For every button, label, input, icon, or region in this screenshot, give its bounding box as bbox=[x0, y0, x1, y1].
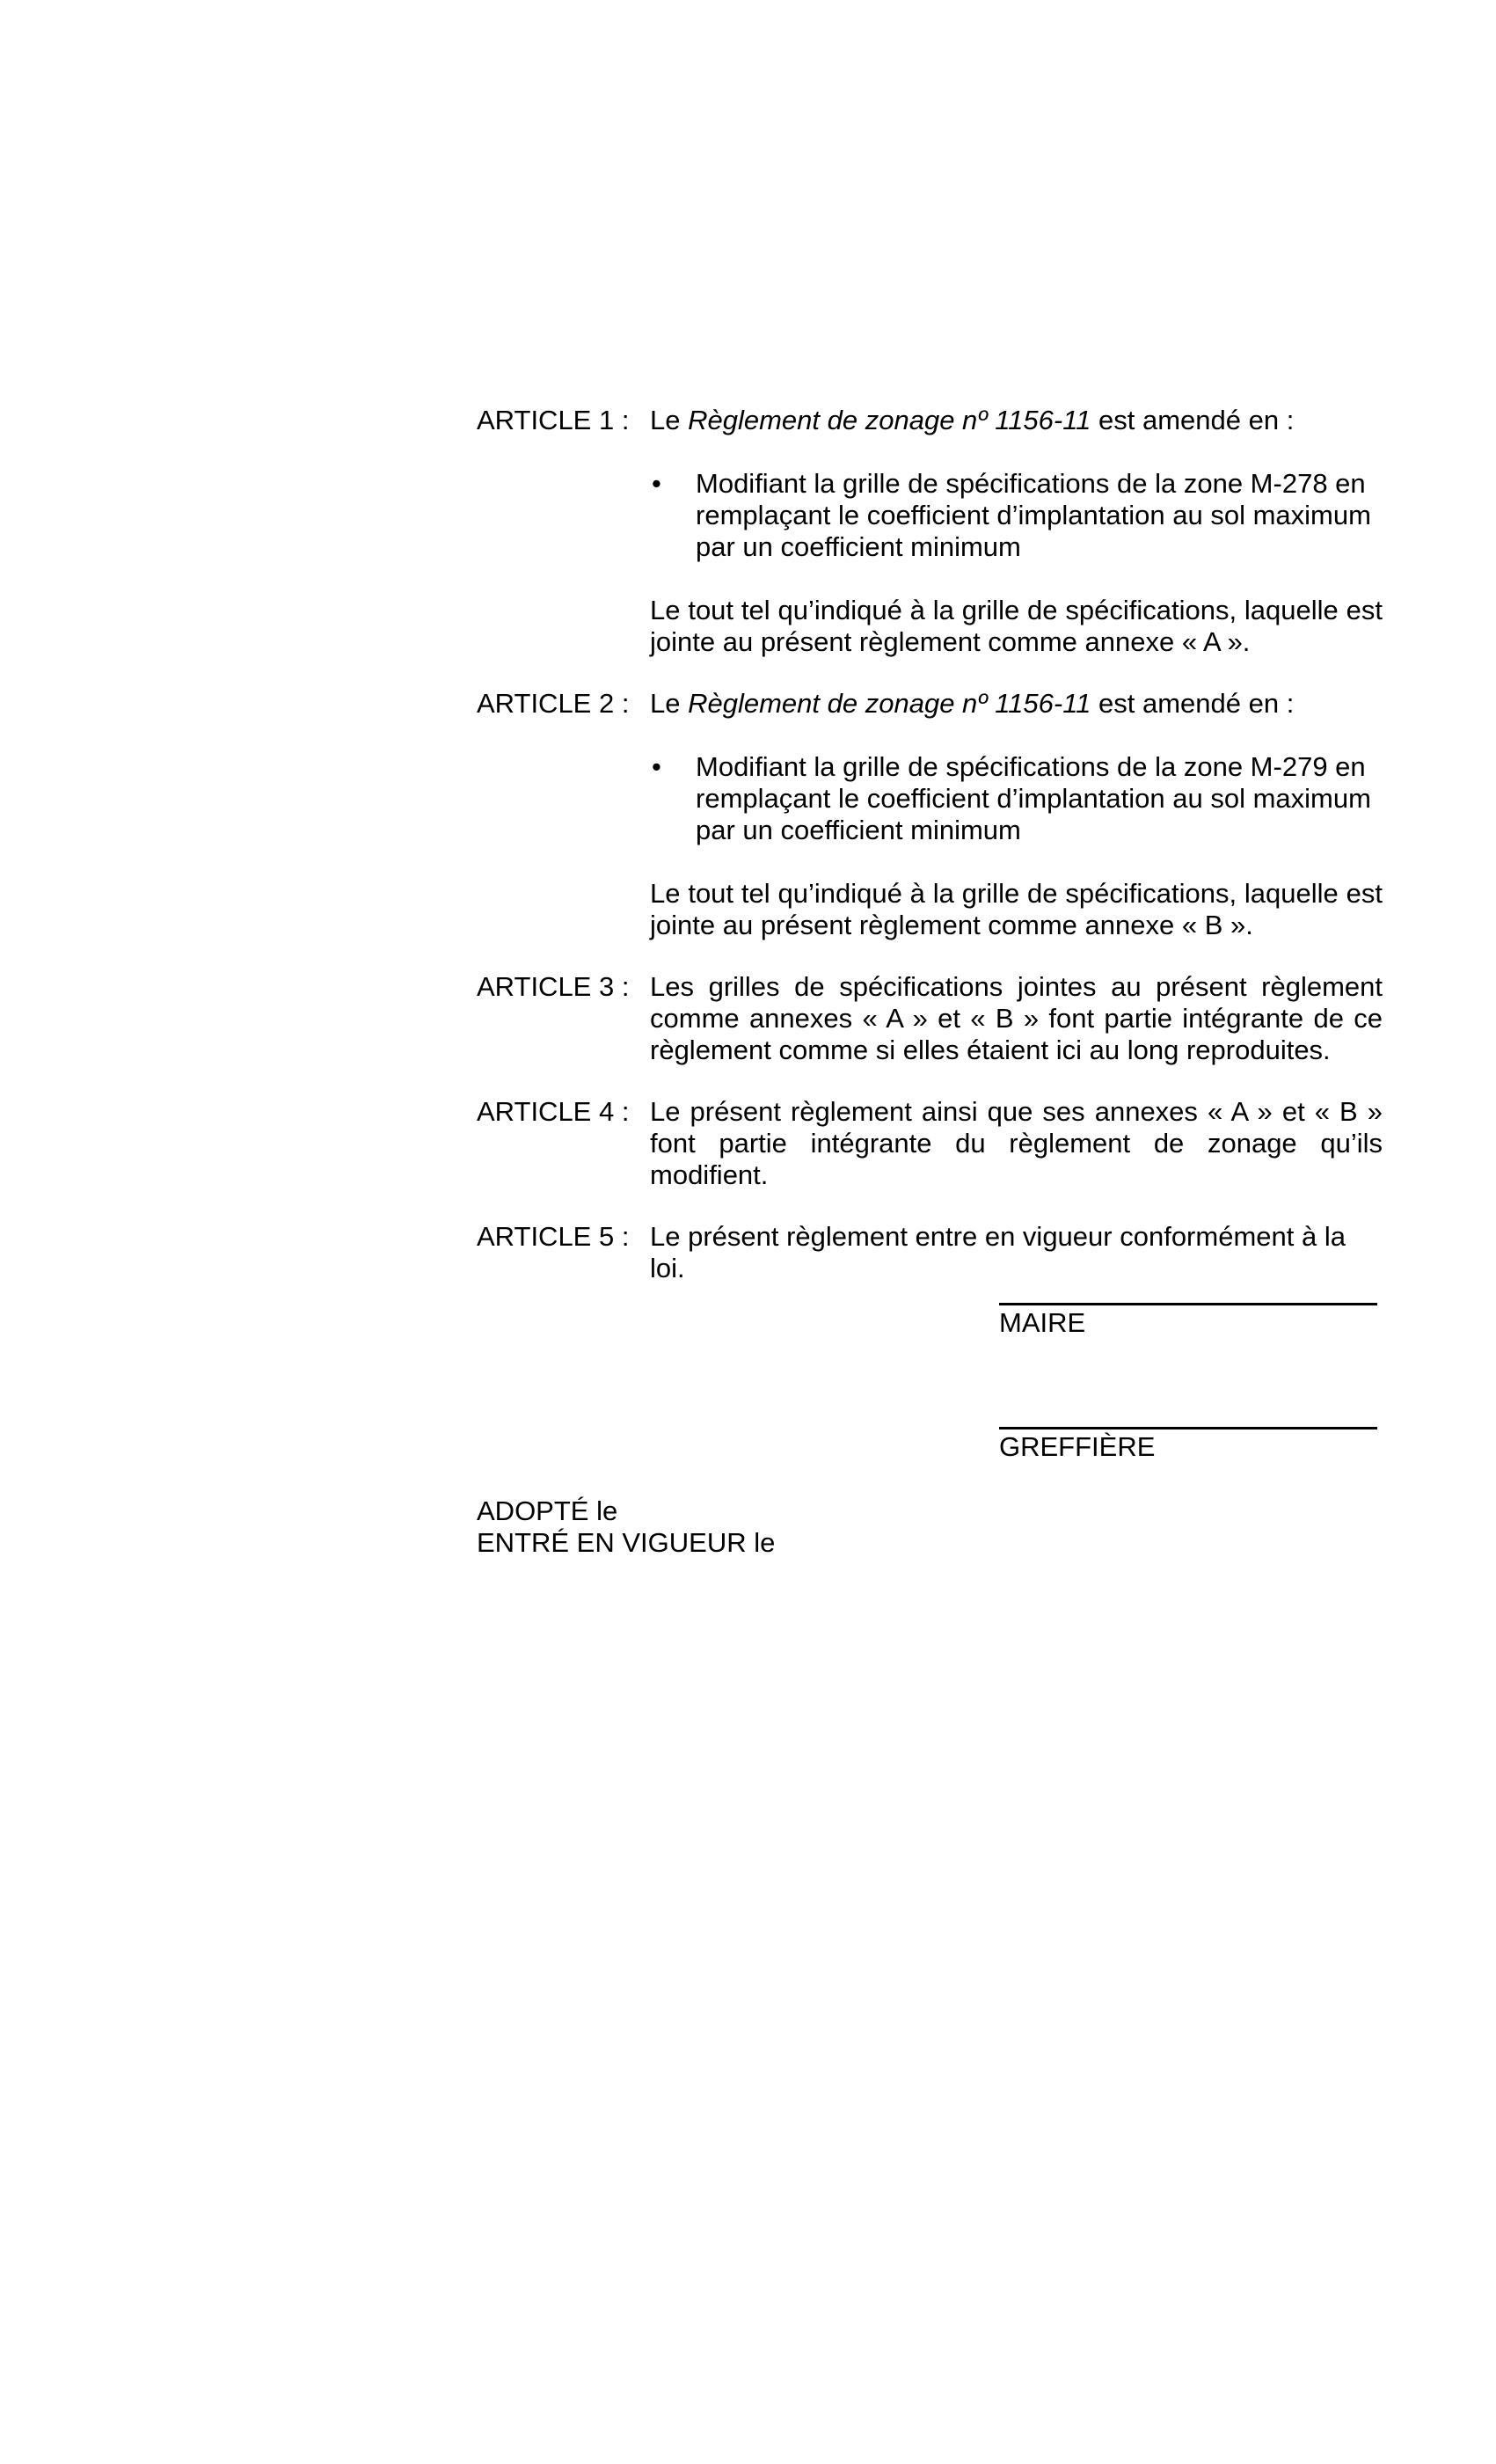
article-note: Le tout tel qu’indiqué à la grille de spécifications, laquelle est jointe au présent règlement comme annexe « A ». bbox=[650, 595, 1383, 657]
mayor-label: MAIRE bbox=[999, 1307, 1086, 1338]
article-4 bbox=[477, 1096, 1383, 1191]
article-label: ARTICLE 5 : bbox=[477, 1221, 630, 1252]
signature-line bbox=[999, 1303, 1377, 1305]
clerk-signature bbox=[999, 1427, 1377, 1463]
article-2 bbox=[477, 688, 1383, 941]
in-force-date-label: ENTRÉ EN VIGUEUR le bbox=[477, 1527, 776, 1558]
article-5 bbox=[477, 1221, 1383, 1284]
article-body bbox=[650, 688, 1383, 941]
article-text: Le présent règlement entre en vigueur conformément à la loi. bbox=[650, 1221, 1346, 1283]
signature-line bbox=[999, 1427, 1377, 1429]
bullet-text: Modifiant la grille de spécifications de la zone M-279 en remplaçant le coefficient d’implantation au sol maximum par un coefficient minimum bbox=[696, 751, 1371, 845]
intro-prefix: Le bbox=[650, 688, 689, 719]
bylaw-title: Règlement de zonage nº 1156-11 bbox=[688, 405, 1091, 435]
bullet-icon: • bbox=[652, 751, 661, 782]
bullet-item bbox=[650, 751, 1383, 846]
intro-prefix: Le bbox=[650, 405, 689, 435]
article-body bbox=[650, 405, 1383, 658]
article-3 bbox=[477, 971, 1383, 1066]
article-intro bbox=[650, 405, 1383, 436]
article-text: Le présent règlement ainsi que ses annexes « A » et « B » font partie intégrante du règlement de zonage qu’ils modifient. bbox=[650, 1096, 1383, 1190]
article-label: ARTICLE 2 : bbox=[477, 688, 630, 719]
bullet-text: Modifiant la grille de spécifications de la zone M-278 en remplaçant le coefficient d’implantation au sol maximum par un coefficient minimum bbox=[696, 468, 1371, 562]
clerk-label: GREFFIÈRE bbox=[999, 1431, 1156, 1462]
mayor-signature bbox=[999, 1303, 1377, 1339]
article-label: ARTICLE 4 : bbox=[477, 1096, 630, 1127]
bylaw-title: Règlement de zonage nº 1156-11 bbox=[688, 688, 1091, 719]
article-label: ARTICLE 1 : bbox=[477, 405, 630, 435]
article-intro bbox=[650, 688, 1383, 720]
article-label: ARTICLE 3 : bbox=[477, 971, 630, 1002]
bylaw-document bbox=[477, 405, 1383, 1284]
intro-suffix: est amendé en : bbox=[1091, 405, 1295, 435]
article-note: Le tout tel qu’indiqué à la grille de spécifications, laquelle est jointe au présent règlement comme annexe « B ». bbox=[650, 878, 1383, 940]
adoption-block bbox=[477, 1495, 775, 1559]
article-text: Les grilles de spécifications jointes au présent règlement comme annexes « A » et « B » font partie intégrante de ce règlement comme si elles étaient ici au long reproduites. bbox=[650, 971, 1383, 1065]
bullet-item bbox=[650, 468, 1383, 563]
adopted-date-label: ADOPTÉ le bbox=[477, 1495, 618, 1526]
bullet-icon: • bbox=[652, 468, 661, 499]
intro-suffix: est amendé en : bbox=[1091, 688, 1295, 719]
article-1 bbox=[477, 405, 1383, 658]
